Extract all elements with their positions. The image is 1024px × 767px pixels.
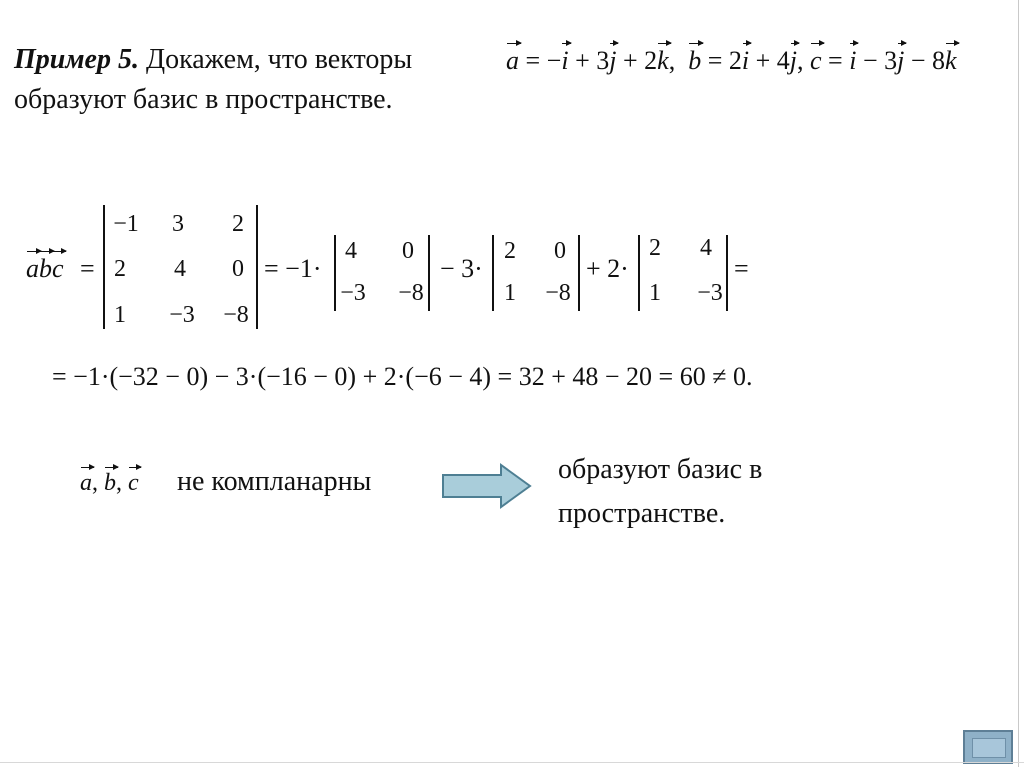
b-eq: = 2 xyxy=(701,46,742,75)
trailing-equals: = xyxy=(734,254,749,283)
comma: , xyxy=(668,46,676,75)
separator: , xyxy=(116,470,128,496)
vector-i: i xyxy=(561,46,569,75)
vectors-abc xyxy=(80,470,139,497)
vector-k: k xyxy=(657,46,669,75)
minor-cell: 1 xyxy=(649,280,661,306)
vector-j: j xyxy=(609,46,617,75)
minor-cell: −8 xyxy=(545,280,571,306)
mixed-product-label xyxy=(26,254,64,284)
conclusion-line-2: пространстве. xyxy=(558,498,726,529)
slide-title xyxy=(14,44,412,76)
result-equation: = −1·(−32 − 0) − 3·(−16 − 0) + 2·(−6 − 4) = 32 + 48 − 20 = 60 ≠ 0. xyxy=(52,362,753,391)
title-text: Докажем, что векторы xyxy=(138,44,413,75)
not-coplanar-label: не компланарны xyxy=(177,466,372,497)
minor-cell: −8 xyxy=(398,280,424,306)
vector-b: b xyxy=(688,46,702,75)
minor-cell: 2 xyxy=(504,238,516,264)
b-term-2: + 4 xyxy=(749,46,790,75)
implies-arrow-icon xyxy=(441,462,533,510)
vector-a: a xyxy=(506,46,519,75)
a-eq: = − xyxy=(525,46,562,75)
c-term-2: − 3 xyxy=(856,46,898,75)
vector-b: b xyxy=(39,254,52,283)
det-cell: −1 xyxy=(113,211,139,237)
coef-2: − 3· xyxy=(440,254,483,283)
det-cell: 2 xyxy=(232,211,244,237)
vector-j: j xyxy=(789,46,797,75)
vector-a: a xyxy=(80,470,92,496)
slide-nav-button[interactable] xyxy=(963,730,1013,764)
minor-cell: −3 xyxy=(340,280,366,306)
minor-cell: 0 xyxy=(554,238,566,264)
conclusion-line-1: образуют базис в xyxy=(558,454,763,485)
slide-border-right xyxy=(1018,0,1019,767)
minor-cell: −3 xyxy=(697,280,723,306)
vector-c: c xyxy=(810,46,822,75)
minor-cell: 4 xyxy=(345,238,357,264)
example-label: Пример 5. xyxy=(14,44,139,75)
equals-sign: = xyxy=(80,254,95,283)
slide-border-bottom xyxy=(0,762,1024,763)
det-cell: 0 xyxy=(232,256,244,282)
coef-1: = −1· xyxy=(264,254,322,283)
vector-a: a xyxy=(26,254,39,283)
title-line-2: образуют базис в пространстве. xyxy=(14,84,393,115)
det-cell: 4 xyxy=(174,256,186,282)
det-cell: 1 xyxy=(114,302,126,328)
comma: , xyxy=(797,46,804,75)
a-term-2: + 3 xyxy=(568,46,610,75)
vector-c: c xyxy=(52,254,64,283)
det-cell: −3 xyxy=(169,302,195,328)
vector-k: k xyxy=(945,46,957,75)
c-eq: = xyxy=(821,46,850,75)
minor-cell: 2 xyxy=(649,235,661,261)
vector-j: j xyxy=(897,46,905,75)
vector-i: i xyxy=(741,46,750,75)
minor-cell: 4 xyxy=(700,235,712,261)
coef-3: + 2· xyxy=(586,254,629,283)
c-term-3: − 8 xyxy=(904,46,946,75)
vector-c: c xyxy=(128,470,139,496)
separator: , xyxy=(92,470,104,496)
vector-i: i xyxy=(849,46,857,75)
minor-cell: 0 xyxy=(402,238,414,264)
det-cell: −8 xyxy=(223,302,249,328)
vector-b: b xyxy=(104,470,116,496)
det-cell: 2 xyxy=(114,256,126,282)
vector-definitions xyxy=(506,46,957,76)
det-cell: 3 xyxy=(172,211,184,237)
a-term-3: + 2 xyxy=(616,46,658,75)
minor-cell: 1 xyxy=(504,280,516,306)
